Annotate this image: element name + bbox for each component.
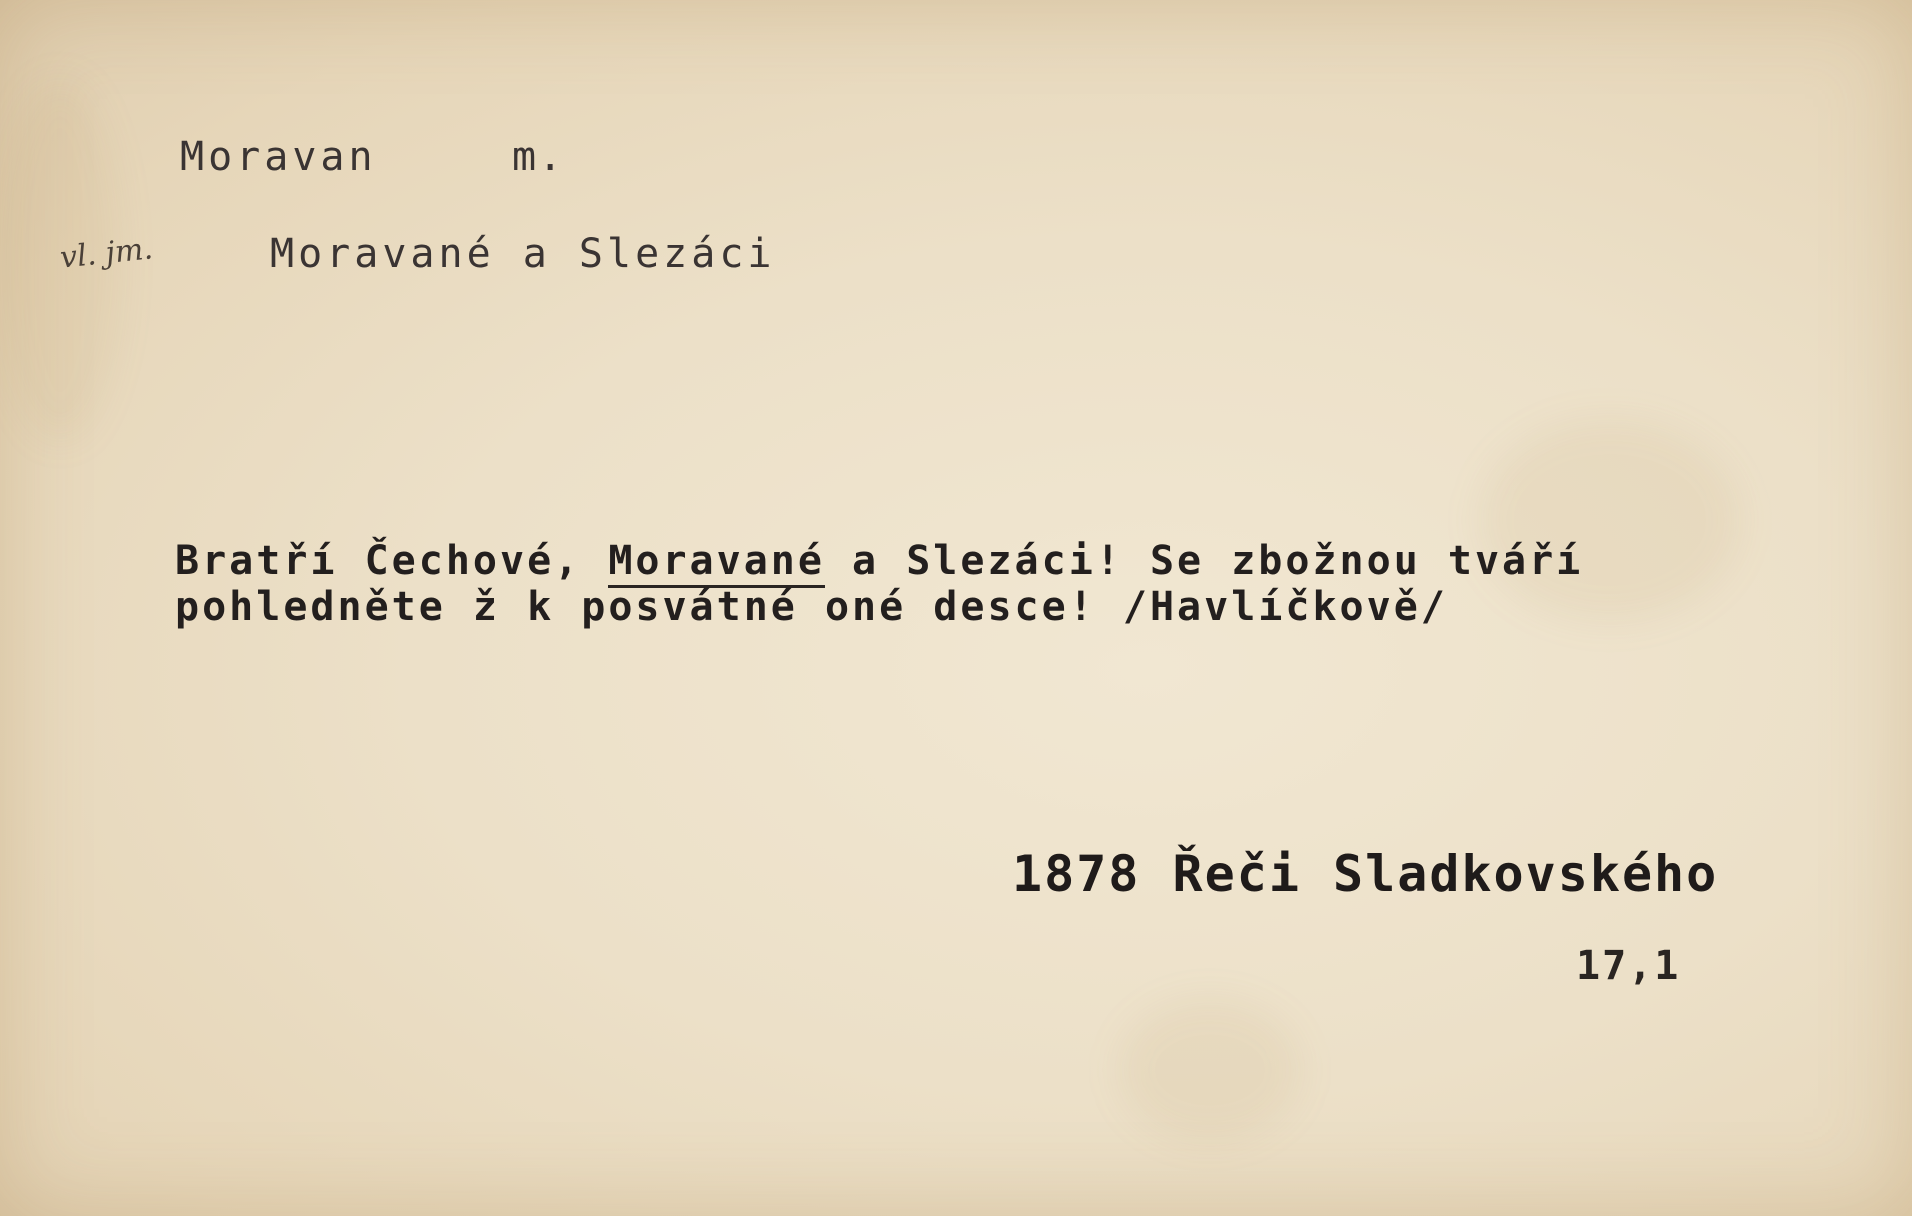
quote-underlined-word: Moravané (608, 538, 825, 588)
proper-name: Moravané a Slezáci (270, 231, 776, 277)
quote-line1-start: Bratří Čechové, (175, 538, 609, 584)
grammar-label: m. (512, 134, 565, 180)
quote-line2: pohledněte ž k posvátné oné desce! /Havlíčkově/ (175, 584, 1448, 630)
handwritten-note: vl. jm. (58, 231, 155, 276)
source-citation: 1878 Řeči Sladkovského (1012, 845, 1719, 903)
quotation (175, 538, 1583, 630)
headword: Moravan (180, 134, 377, 180)
paper-stain (1120, 1000, 1300, 1140)
quote-line1-end: a Slezáci! Se zbožnou tváří (824, 538, 1584, 584)
page-reference: 17,1 (1576, 943, 1681, 989)
